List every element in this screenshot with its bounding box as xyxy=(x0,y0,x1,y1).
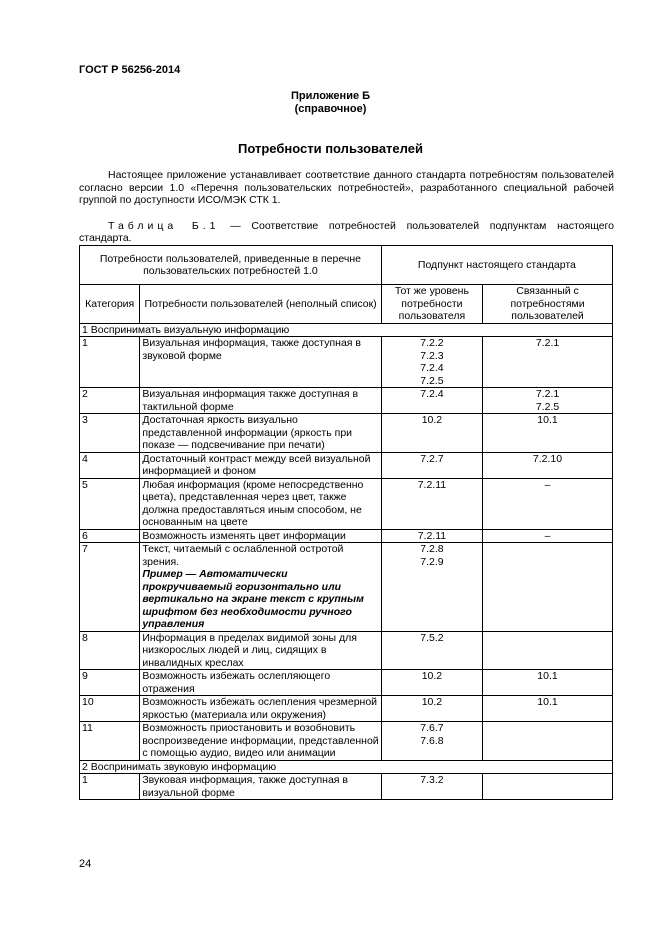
row-same-level-clause: 7.2.4 xyxy=(420,388,444,400)
row-same-level-clauses xyxy=(381,543,482,632)
row-same-level-clause: 7.2.11 xyxy=(417,478,447,491)
group-row xyxy=(80,760,613,774)
row-category-number: 6 xyxy=(80,529,140,543)
row-category-number: 4 xyxy=(80,452,140,478)
row-user-need xyxy=(140,543,381,632)
row-user-need xyxy=(140,696,381,722)
row-same-level-clause: 7.2.8 xyxy=(420,543,444,555)
row-category-number: 5 xyxy=(80,478,140,529)
example-note xyxy=(142,568,378,631)
row-related-clauses xyxy=(483,337,613,388)
appendix-type: (справочное) xyxy=(294,103,367,115)
row-same-level-clause: 7.2.4 xyxy=(420,362,444,374)
row-same-level-clause: 7.2.3 xyxy=(420,349,444,362)
row-same-level-clause: 7.3.2 xyxy=(420,774,444,786)
row-related-clauses xyxy=(483,696,613,722)
table-caption-label: Таблица Б.1 xyxy=(108,220,220,232)
header-related: Связанный с потребностями пользователей xyxy=(483,285,613,324)
header-same-level: Тот же уровень потребности пользователя xyxy=(381,285,482,324)
header-standard-subclause: Подпункт настоящего стандарта xyxy=(381,246,612,285)
row-related-clause: 7.2.1 xyxy=(535,337,560,349)
row-user-need xyxy=(140,774,381,800)
table-row xyxy=(80,452,613,478)
header-user-needs: Потребности пользователей (неполный список) xyxy=(140,285,381,324)
table-caption xyxy=(79,220,614,244)
header-category: Категория xyxy=(80,285,140,324)
example-label: Пример — xyxy=(142,568,197,580)
row-category-number: 8 xyxy=(80,631,140,670)
need-text: Возможность приостановить и возобновить воспроизведение информации, представленной с помощью аудио, видео или анимации xyxy=(142,722,379,759)
row-user-need xyxy=(140,414,381,453)
row-user-need xyxy=(140,337,381,388)
table-row xyxy=(80,388,613,414)
need-text: Звуковая информация, также доступная в визуальной форме xyxy=(142,774,348,799)
row-related-clause: – xyxy=(544,529,551,542)
row-related-clause: 10.1 xyxy=(537,696,558,708)
row-user-need xyxy=(140,631,381,670)
row-same-level-clauses xyxy=(381,696,482,722)
row-same-level-clauses xyxy=(381,722,482,761)
table-row xyxy=(80,414,613,453)
row-same-level-clause: 7.2.9 xyxy=(420,555,444,568)
need-text: Информация в пределах видимой зоны для низкорослых людей и лиц, сидящих в инвалидных креслах xyxy=(142,631,357,669)
table-body xyxy=(80,323,613,800)
table-caption-text: — Соответствие потребностей пользователей подпунктам настоящего стандарта. xyxy=(79,220,614,244)
table-row xyxy=(80,478,613,529)
table-row xyxy=(80,337,613,388)
row-user-need xyxy=(140,452,381,478)
need-text: Визуальная информация также доступная в тактильной форме xyxy=(142,388,359,413)
row-same-level-clause: 7.5.2 xyxy=(420,631,444,644)
table-row xyxy=(80,543,613,632)
row-same-level-clauses xyxy=(381,478,482,529)
row-same-level-clauses xyxy=(381,452,482,478)
intro-paragraph: Настоящее приложение устанавливает соответствие данного стандарта потребностям пользователей согласно версии 1.0 «Перечня пользовательских потребностей», разработанного специальной рабочей группой по доступности ИСО/МЭК СТК 1. xyxy=(79,169,614,206)
example-text: Автоматически прокручиваемый горизонтально или вертикально на экране текст с крупным шрифтом без необходимости ручного управления xyxy=(142,568,364,630)
row-related-clauses xyxy=(483,631,613,670)
row-category-number: 1 xyxy=(80,774,140,800)
row-user-need xyxy=(140,722,381,761)
standard-designation: ГОСТ Р 56256-2014 xyxy=(79,64,181,76)
need-text: Возможность избежать ослепляющего отражения xyxy=(142,670,331,695)
row-same-level-clause: 7.2.2 xyxy=(420,337,444,349)
row-same-level-clauses xyxy=(381,631,482,670)
row-category-number: 2 xyxy=(80,388,140,414)
appendix-title: Приложение Б xyxy=(290,90,371,102)
row-same-level-clause: 7.2.7 xyxy=(420,452,444,465)
row-related-clauses xyxy=(483,774,613,800)
row-related-clauses xyxy=(483,670,613,696)
row-same-level-clauses xyxy=(381,414,482,453)
row-category-number: 11 xyxy=(80,722,140,761)
row-related-clauses xyxy=(483,543,613,632)
need-text: Достаточный контраст между всей визуальной информацией и фоном xyxy=(142,452,371,477)
row-related-clause: 7.2.10 xyxy=(532,452,563,465)
row-related-clauses xyxy=(483,529,613,543)
need-text: Достаточная яркость визуально представленной информации (яркость при показе — подсвечивание при печати) xyxy=(142,414,353,451)
need-text: Любая информация (кроме непосредственно цвета), представленная через цвет, также должна предоставляться иным способом, не основанным на цвете xyxy=(142,478,364,528)
table-row xyxy=(80,696,613,722)
row-same-level-clauses xyxy=(381,774,482,800)
row-related-clauses xyxy=(483,722,613,761)
need-text: Возможность избежать ослепления чрезмерной яркостью (материала или окружения) xyxy=(142,696,378,721)
table-row xyxy=(80,774,613,800)
row-category-number: 3 xyxy=(80,414,140,453)
page-number: 24 xyxy=(79,858,92,870)
row-related-clause: 7.2.5 xyxy=(535,400,560,413)
row-category-number: 10 xyxy=(80,696,140,722)
row-user-need xyxy=(140,670,381,696)
row-category-number: 7 xyxy=(80,543,140,632)
group-title: 1 Воспринимать визуальную информацию xyxy=(80,323,613,337)
row-related-clauses xyxy=(483,388,613,414)
section-title: Потребности пользователей xyxy=(238,141,423,156)
row-related-clauses xyxy=(483,452,613,478)
row-related-clauses xyxy=(483,478,613,529)
group-row xyxy=(80,323,613,337)
row-same-level-clause: 7.6.7 xyxy=(420,722,444,734)
row-user-need xyxy=(140,529,381,543)
row-category-number: 9 xyxy=(80,670,140,696)
row-related-clauses xyxy=(483,414,613,453)
need-text: Возможность изменять цвет информации xyxy=(142,529,346,542)
row-related-clause: 10.1 xyxy=(537,414,558,426)
row-same-level-clause: 10.2 xyxy=(421,696,443,708)
appendix-heading xyxy=(0,90,661,116)
row-category-number: 1 xyxy=(80,337,140,388)
table-row xyxy=(80,670,613,696)
table-row xyxy=(80,722,613,761)
row-same-level-clause: 10.2 xyxy=(421,670,443,682)
table-row xyxy=(80,631,613,670)
row-same-level-clauses xyxy=(381,670,482,696)
row-related-clause: 10.1 xyxy=(537,670,558,682)
need-text: Текст, читаемый с ослабленной остротой зрения. xyxy=(142,543,344,568)
row-same-level-clause: 7.2.11 xyxy=(417,529,447,542)
row-related-clause: 7.2.1 xyxy=(535,388,560,400)
row-same-level-clauses xyxy=(381,529,482,543)
row-related-clause: – xyxy=(544,478,551,491)
row-user-need xyxy=(140,478,381,529)
table-row xyxy=(80,529,613,543)
row-same-level-clauses xyxy=(381,388,482,414)
requirements-table xyxy=(79,245,613,800)
row-same-level-clause: 7.2.5 xyxy=(420,374,444,387)
row-user-need xyxy=(140,388,381,414)
row-same-level-clause: 10.2 xyxy=(421,414,443,426)
row-same-level-clauses xyxy=(381,337,482,388)
header-user-needs-list: Потребности пользователей, приведенные в перечне пользовательских потребностей 1.0 xyxy=(80,246,382,285)
need-text: Визуальная информация, также доступная в звуковой форме xyxy=(142,337,361,362)
group-title: 2 Воспринимать звуковую информацию xyxy=(80,760,613,774)
row-same-level-clause: 7.6.8 xyxy=(420,734,444,747)
